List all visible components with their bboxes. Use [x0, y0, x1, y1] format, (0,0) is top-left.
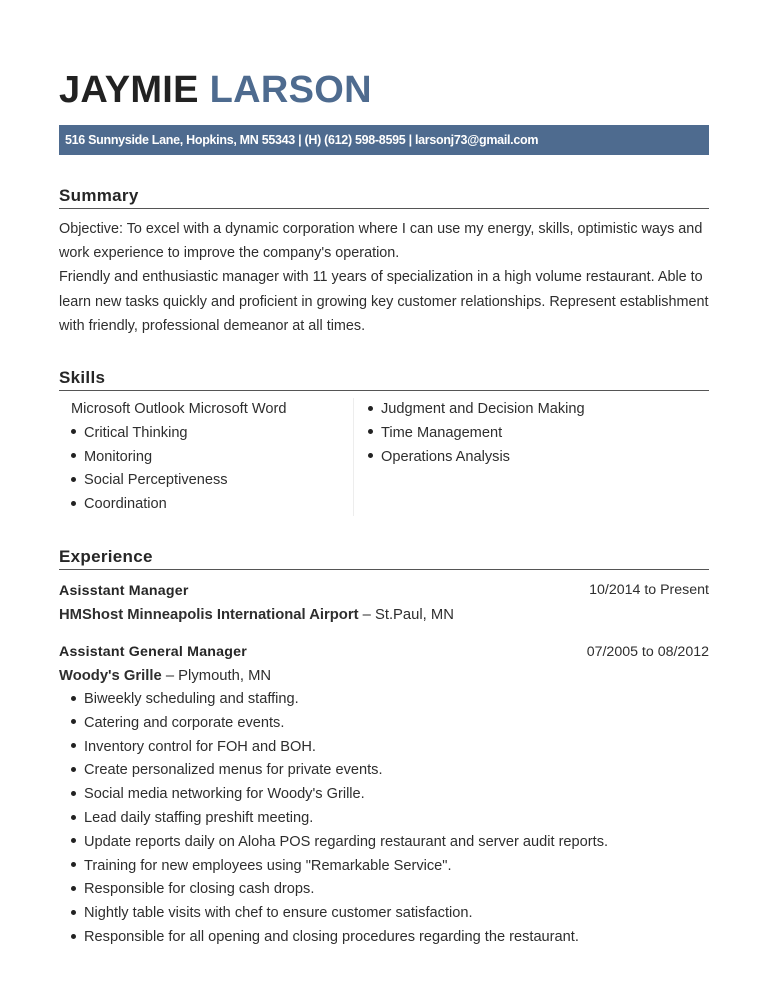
bullet-icon: [71, 791, 76, 796]
contact-bar: 516 Sunnyside Lane, Hopkins, MN 55343 | (H) (612) 598-8595 | larsonj73@gmail.com: [59, 125, 709, 155]
job-dates: 10/2014 to Present: [589, 582, 709, 598]
bullet-icon: [71, 767, 76, 772]
duty-item: Biweekly scheduling and staffing.: [71, 688, 608, 712]
company-name: HMShost Minneapolis International Airport: [59, 607, 359, 623]
bullet-icon: [71, 696, 76, 701]
duty-item: Update reports daily on Aloha POS regarding restaurant and server audit reports.: [71, 831, 608, 855]
job-employer: [59, 605, 454, 625]
candidate-name: [59, 68, 372, 112]
duty-item: Responsible for closing cash drops.: [71, 878, 608, 902]
bullet-icon: [71, 838, 76, 843]
skill-item: Microsoft Outlook Microsoft Word: [71, 401, 287, 417]
company-name: Woody's Grille: [59, 668, 162, 684]
bullet-icon: [71, 910, 76, 915]
bullet-icon: [71, 815, 76, 820]
skill-item: Critical Thinking: [71, 422, 286, 446]
skill-item: Judgment and Decision Making: [368, 398, 585, 422]
job-title: Asisstant Manager: [59, 583, 189, 599]
duty-item: Social media networking for Woody's Grille.: [71, 783, 608, 807]
summary-objective: Objective: To excel with a dynamic corporation where I can use my energy, skills, optimistic ways and work experience to improve the company's operation.: [59, 221, 703, 262]
skills-right-column: [368, 398, 585, 469]
bullet-icon: [71, 719, 76, 724]
skill-item: Monitoring: [71, 446, 286, 470]
skills-left-column: [71, 398, 286, 517]
summary-heading: Summary: [59, 185, 709, 209]
duty-item: Lead daily staffing preshift meeting.: [71, 807, 608, 831]
bullet-icon: [368, 406, 373, 411]
skills-heading: Skills: [59, 367, 709, 391]
bullet-icon: [368, 429, 373, 434]
job-employer: [59, 666, 271, 686]
job-dates: 07/2005 to 08/2012: [586, 644, 709, 660]
summary-profile: Friendly and enthusiastic manager with 11 years of specialization in a high volume restaurant. Able to learn new tasks quickly and proficient in growing key customer relationships. Represent establishment with friendly, professional demeanor at all times.: [59, 269, 709, 334]
first-name: JAYMIE: [59, 69, 199, 111]
company-location: – Plymouth, MN: [161, 668, 272, 684]
bullet-icon: [71, 429, 76, 434]
duty-item: Training for new employees using "Remarkable Service".: [71, 855, 608, 879]
job-duties-list: [71, 688, 608, 950]
bullet-icon: [71, 886, 76, 891]
bullet-icon: [71, 934, 76, 939]
skill-item: Coordination: [71, 493, 286, 517]
company-location: – St.Paul, MN: [358, 607, 454, 623]
bullet-icon: [71, 862, 76, 867]
skill-item: Social Perceptiveness: [71, 469, 286, 493]
skill-item: Operations Analysis: [368, 446, 585, 470]
bullet-icon: [71, 477, 76, 482]
experience-heading: Experience: [59, 546, 709, 570]
bullet-icon: [71, 501, 76, 506]
bullet-icon: [368, 453, 373, 458]
bullet-icon: [71, 743, 76, 748]
job-title: Assistant General Manager: [59, 644, 247, 660]
summary-text: [59, 217, 709, 338]
skills-column-divider: [353, 398, 354, 516]
last-name: LARSON: [209, 69, 372, 111]
duty-item: Responsible for all opening and closing procedures regarding the restaurant.: [71, 926, 608, 950]
duty-item: Nightly table visits with chef to ensure customer satisfaction.: [71, 902, 608, 926]
bullet-icon: [71, 453, 76, 458]
skill-item: Time Management: [368, 422, 585, 446]
duty-item: Inventory control for FOH and BOH.: [71, 736, 608, 760]
duty-item: Catering and corporate events.: [71, 712, 608, 736]
duty-item: Create personalized menus for private events.: [71, 759, 608, 783]
